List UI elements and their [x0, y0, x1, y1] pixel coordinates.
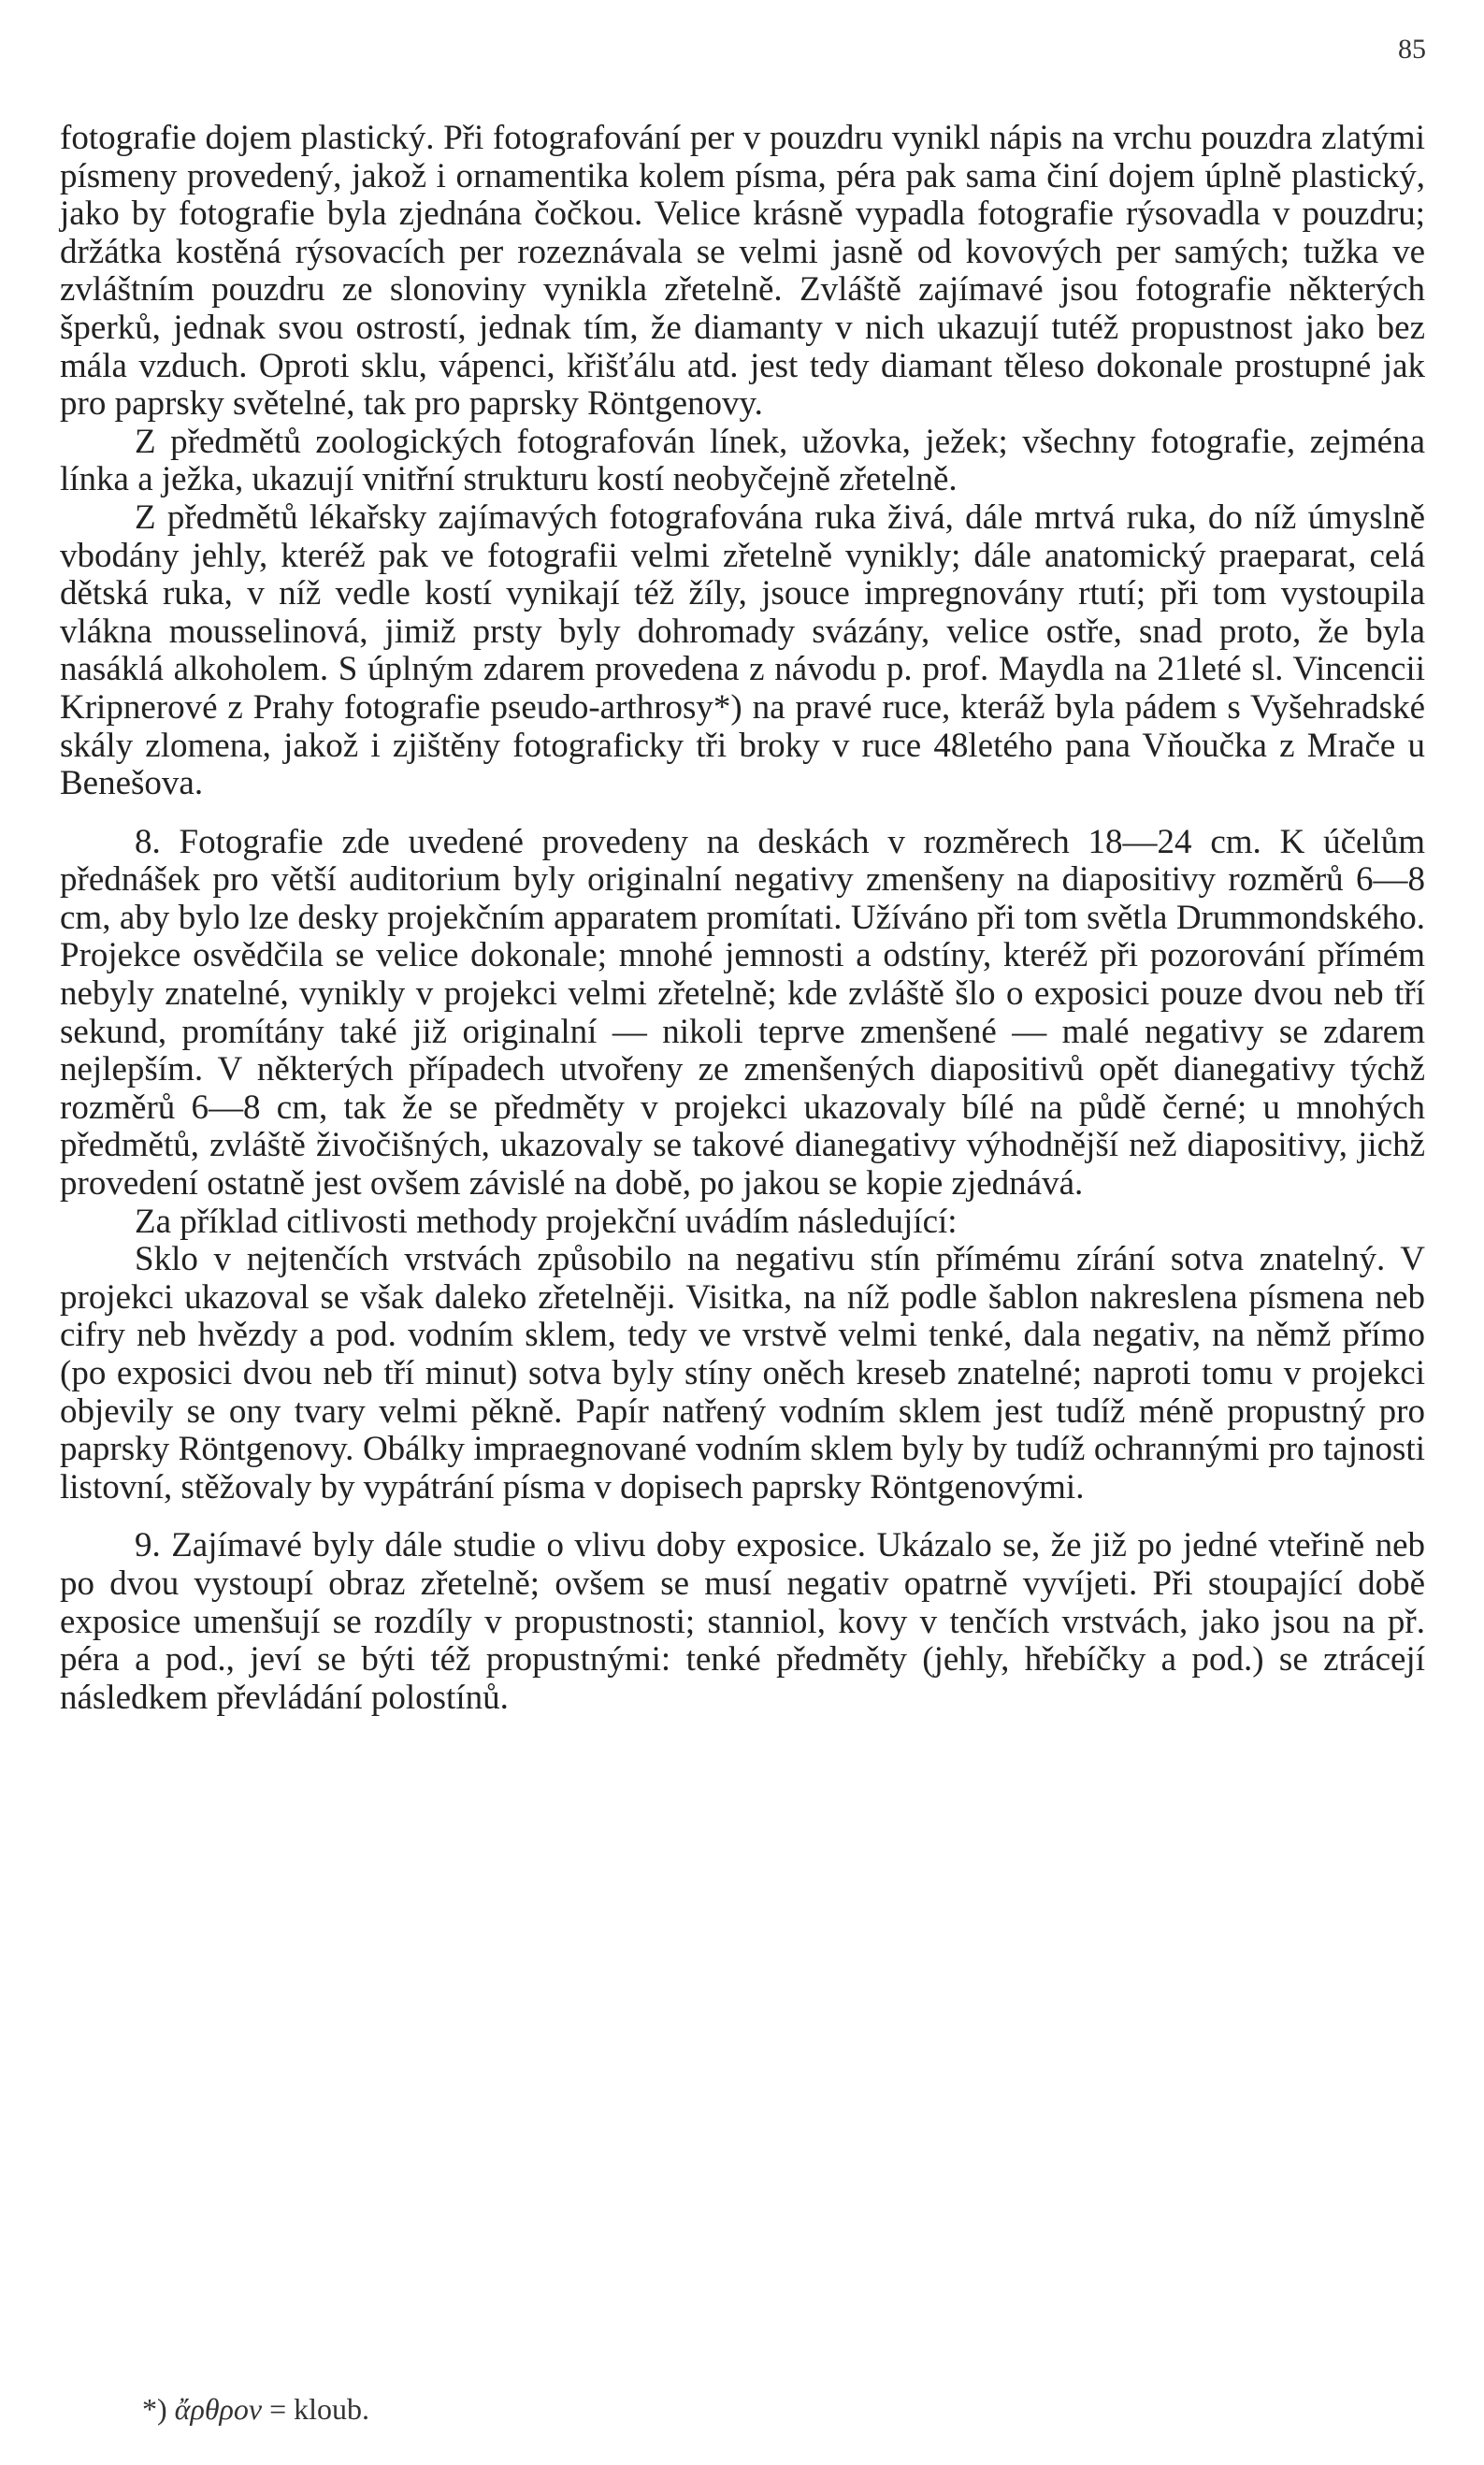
footnote-equals: =: [269, 2392, 287, 2426]
paragraph-zoological: Z předmětů zoologických fotografován línek, užovka, ježek; všechny fotografie, zejména línka a ježka, ukazují vnitřní strukturu kostí neobyčejně zřetelně.: [60, 422, 1425, 499]
paragraph-section-8: 8. Fotografie zde uvedené provedeny na deskách v rozměrech 18—24 cm. K účelům přednášek pro větší auditorium byly originalní negativy zmenšeny na diapositivy rozměrů 6—8 cm, aby bylo lze desky projekčním apparatem promítati. Užíváno při tom světla Drummondského. Projekce osvědčila se velice dokonale; mnohé jemnosti a odstíny, kteréž při pozorování přímém nebyly znatelné, vynikly v projekci velmi zřetelně; kde zvláště šlo o exposici pouze dvou neb tří sekund, promítány také již originalní — nikoli teprve zmenšené — malé negativy se zdarem nejlepším. V některých případech utvořeny ze zmenšených diapositivů opět dianegativy týchž rozměrů 6—8 cm, tak že se předměty v projekci ukazovaly bílé na půdě černé; u mnohých předmětů, zvláště živočišných, ukazovaly se takové dianegativy výhodnější než diapositivy, jichž provedení ostatně jest ovšem závislé na době, po jakou se kopie zjednává.: [60, 822, 1425, 1204]
footnote-gloss: kloub.: [294, 2392, 370, 2426]
paragraph-example-intro: Za příklad citlivosti methody projekční uvádím následující:: [135, 1202, 958, 1241]
page-number: 85: [1398, 34, 1426, 65]
footnote: [142, 2392, 369, 2427]
text-column: [60, 120, 1425, 1717]
paragraph-section-9: 9. Zajímavé byly dále studie o vlivu doby exposice. Ukázalo se, že již po jedné vteřině neb po dvou vystoupí obraz zřetelně; ovšem se musí negativ opatrně vyvíjeti. Při stoupající době exposice umenšují se rozdíly v propustnosti; stanniol, kovy v tenčích vrstvách, jako jsou na př. péra a pod., jeví se býti též propustnými: tenké předměty (jehly, hřebíčky a pod.) se ztrácejí následkem převládání polostínů.: [60, 1526, 1425, 1717]
paragraph-continuation: fotografie dojem plastický. Při fotografování per v pouzdru vynikl nápis na vrchu pouzdra zlatými písmeny provedený, jakož i ornamentika kolem písma, péra pak sama činí dojem úplně plastický, jako by fotografie byla zjednána čočkou. Velice krásně vypadla fotografie rýsovadla v pouzdru; držátka kostěná rýsovacích per rozeznávala se velmi jasně od kovových per samých; tužka ve zvláštním pouzdru ze slonoviny vynikla zřetelně. Zvláště zajímavé jsou fotografie některých šperků, jednak svou ostrostí, jednak tím, že diamanty v nich ukazují tutéž propustnost jako bez mála vzduch. Oproti sklu, vápenci, křišťálu atd. jest tedy diamant těleso dokonale prostupné jak pro paprsky světelné, tak pro paprsky Röntgenovy.: [60, 119, 1425, 424]
footnote-marker: *): [142, 2392, 167, 2426]
paragraph-medical: Z předmětů lékařsky zajímavých fotografována ruka živá, dále mrtvá ruka, do níž úmyslně vbodány jehly, kteréž pak ve fotografii velmi zřetelně vynikly; dále anatomický praeparat, celá dětská ruka, v níž vedle kostí vynikají též žíly, jsouce impregnovány rtutí; při tom vystoupila vlákna mousselinová, jimiž prsty byly dohromady svázány, velice ostře, snad proto, že byla nasáklá alkoholem. S úplným zdarem provedena z návodu p. prof. Maydla na 21leté sl. Vincencii Kripnerové z Prahy fotografie pseudo-arthrosy*) na pravé ruce, kteráž byla pádem s Vyšehradské skály zlomena, jakož i zjištěny fotograficky tři broky v ruce 48letého pana Vňoučka z Mrače u Benešova.: [60, 497, 1425, 803]
paragraph-glass-example: Sklo v nejtenčích vrstvách způsobilo na negativu stín přímému zírání sotva znatelný. V projekci ukazoval se však daleko zřetelněji. Visitka, na níž podle šablon nakreslena písmena neb cifry neb hvězdy a pod. vodním sklem, tedy ve vrstvě velmi tenké, dala negativ, na němž přímo (po exposici dvou neb tří minut) sotva byly stíny oněch kreseb znatelné; naproti tomu v projekci objevily se ony tvary velmi pěkně. Papír natřený vodním sklem jest tudíž méně propustný pro paprsky Röntgenovy. Obálky impraegnované vodním sklem byly by tudíž ochrannými pro tajnosti listovní, stěžovaly by vypátrání písma v dopisech paprsky Röntgenovými.: [60, 1240, 1425, 1506]
footnote-greek-term: ἄρθρον: [174, 2392, 263, 2426]
